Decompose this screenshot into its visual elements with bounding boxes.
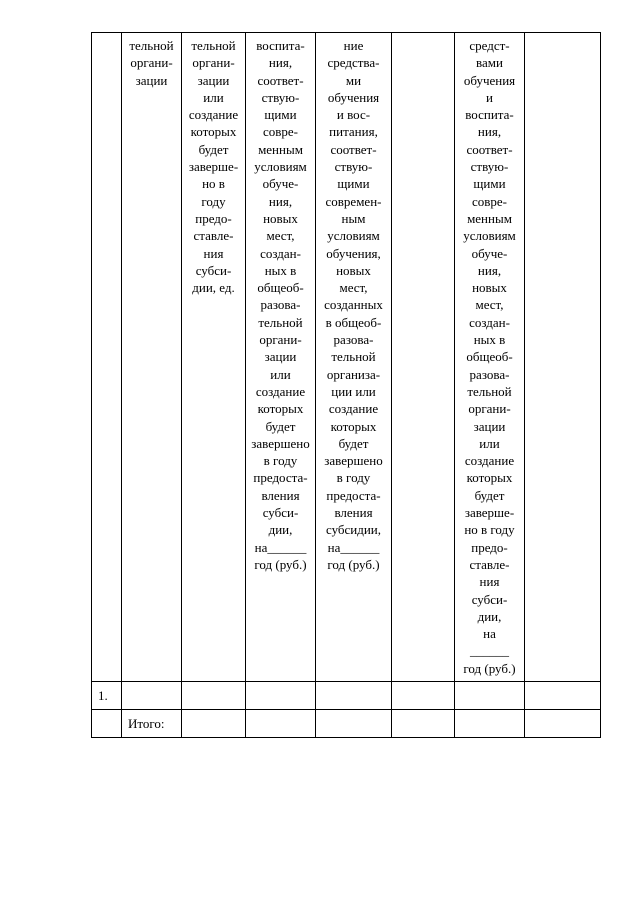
header-cell-empty-2 bbox=[525, 33, 601, 682]
table-cell bbox=[182, 681, 246, 709]
table-cell bbox=[182, 709, 246, 737]
table-cell bbox=[392, 709, 455, 737]
header-cell-number bbox=[92, 33, 122, 682]
header-cell-means-cost: средст- вами обучения и воспита- ния, соответ- ствую- щими совре- менным условиям обуче- ния, новых мест, создан- ных в общеоб- разова- тельной органи- зации или создание которых будет заверше- но в году предо- ставле- ния субси- дии, на ______ год (руб.) bbox=[455, 33, 525, 682]
table-cell bbox=[316, 709, 392, 737]
row-number-cell: 1. bbox=[92, 681, 122, 709]
table-cell bbox=[246, 709, 316, 737]
table-cell bbox=[392, 681, 455, 709]
header-cell-organization: тельной органи- зации bbox=[122, 33, 182, 682]
table-cell bbox=[92, 709, 122, 737]
table-row bbox=[92, 681, 601, 709]
table-cell bbox=[525, 709, 601, 737]
subsidy-table bbox=[91, 32, 601, 738]
table-cell bbox=[316, 681, 392, 709]
table-cell bbox=[525, 681, 601, 709]
header-cell-education-means-cost: воспита- ния, соответ- ствую- щими совре- менным условиям обуче- ния, новых мест, создан- ных в общеоб- разова- тельной органи- зации или создание которых будет завершено в году предоста- вления субси- дии, на______ год (руб.) bbox=[246, 33, 316, 682]
table-cell bbox=[455, 709, 525, 737]
table-cell bbox=[455, 681, 525, 709]
header-cell-places-count: тельной органи- зации или создание которых будет заверше- но в году предо- ставле- ния субси- дии, ед. bbox=[182, 33, 246, 682]
header-cell-empty-1 bbox=[392, 33, 455, 682]
table-cell bbox=[122, 681, 182, 709]
header-cell-equipment-cost: ние средства- ми обучения и вос- питания, соответ- ствую- щими современ- ным условиям обучения, новых мест, созданных в общеоб- разова- тельной организа- ции или создание которых будет завершено в году предоста- вления субсидии, на______ год (руб.) bbox=[316, 33, 392, 682]
table-cell bbox=[246, 681, 316, 709]
table-header-row bbox=[92, 33, 601, 682]
total-row bbox=[92, 709, 601, 737]
total-label: Итого: bbox=[122, 709, 182, 737]
